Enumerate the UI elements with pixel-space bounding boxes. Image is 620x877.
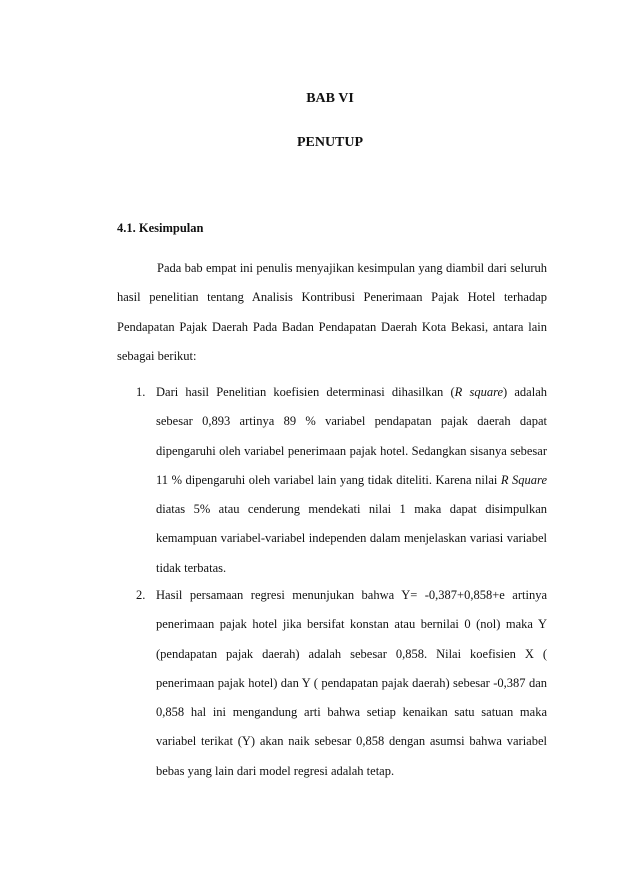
chapter-title: PENUTUP [296,135,364,150]
conclusion-list-continued [117,581,547,786]
conclusion-list [117,378,547,583]
list-item-number: 1. [136,385,146,399]
list-item-number: 2. [136,588,146,602]
intro-paragraph: Pada bab empat ini penulis menyajikan kesimpulan yang diambil dari seluruh hasil penelitian tentang Analisis Kontribusi Penerimaan Pajak Hotel terhadap Pendapatan Pajak Daerah Pada Badan Pendapatan Daerah Kota Bekasi, antara lain sebagai berikut: [117,261,547,363]
list-item [117,581,547,786]
list-item [117,378,547,583]
chapter-heading: BAB VI [306,91,354,106]
list-item-text: Dari hasil Penelitian koefisien determinasi dihasilkan (R square) adalah sebesar 0,893 artinya 89 % variabel pendapatan pajak daerah dapat dipengaruhi oleh variabel penerimaan pajak hotel. Sedangkan sisanya sebesar 11 % dipengaruhi oleh variabel lain yang tidak diteliti. Karena nilai R Square diatas 5% atau cenderung mendekati nilai 1 maka dapat disimpulkan kemampuan variabel-variabel independen dalam menjelaskan variasi variabel tidak terbatas. [156,385,548,575]
section-heading: 4.1. Kesimpulan [117,221,204,235]
list-item-text: Hasil persamaan regresi menunjukan bahwa Y= -0,387+0,858+e artinya penerimaan pajak hotel jika bersifat konstan atau bernilai 0 (nol) maka Y (pendapatan pajak daerah) adalah sebesar 0,858. Nilai koefisien X ( penerimaan pajak hotel) dan Y ( pendapatan pajak daerah) sebesar -0,387 dan 0,858 hal ini mengandung arti bahwa setiap kenaikan satu satuan maka variabel terikat (Y) akan naik sebesar 0,858 dengan asumsi bahwa variabel bebas yang lain dari model regresi adalah tetap. [156,588,547,778]
